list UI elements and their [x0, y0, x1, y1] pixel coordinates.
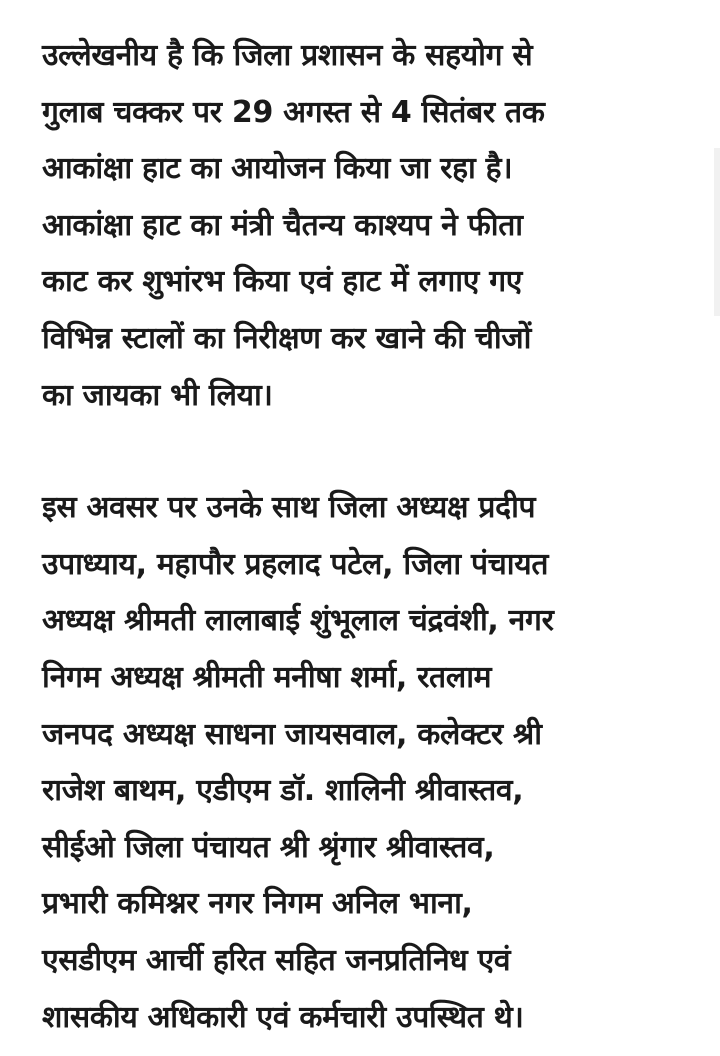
- scrollbar-track[interactable]: [714, 148, 720, 316]
- article-body: [42, 28, 702, 1046]
- article-paragraph-1: उल्लेखनीय है कि जिला प्रशासन के सहयोग से गुलाब चक्कर पर 29 अगस्त से 4 सितंबर तक आकांक्षा हाट का आयोजन किया जा रहा है। आकांक्षा हाट का मंत्री चैतन्य काश्यप ने फीता काट कर शुभांरभ किया एवं हाट में लगाए गए विभिन्न स्टालों का निरीक्षण कर खाने की चीजों का जायका भी लिया।: [42, 38, 545, 413]
- article-paragraph-2: इस अवसर पर उनके साथ जिला अध्यक्ष प्रदीप उपाध्याय, महापौर प्रहलाद पटेल, जिला पंचायत अध्यक्ष श्रीमती लालाबाई शुंभूलाल चंद्रवंशी, नगर निगम अध्यक्ष श्रीमती मनीषा शर्मा, रतलाम जनपद अध्यक्ष साधना जायसवाल, कलेक्टर श्री राजेश बाथम, एडीएम डॉ. शालिनी श्रीवास्तव, सीईओ जिला पंचायत श्री श्रृंगार श्रीवास्तव, प्रभारी कमिश्नर नगर निगम अनिल भाना, एसडीएम आर्ची हरित सहित जनप्रतिनिध एवं शासकीय अधिकारी एवं कर्मचारी उपस्थित थे।: [42, 490, 554, 1035]
